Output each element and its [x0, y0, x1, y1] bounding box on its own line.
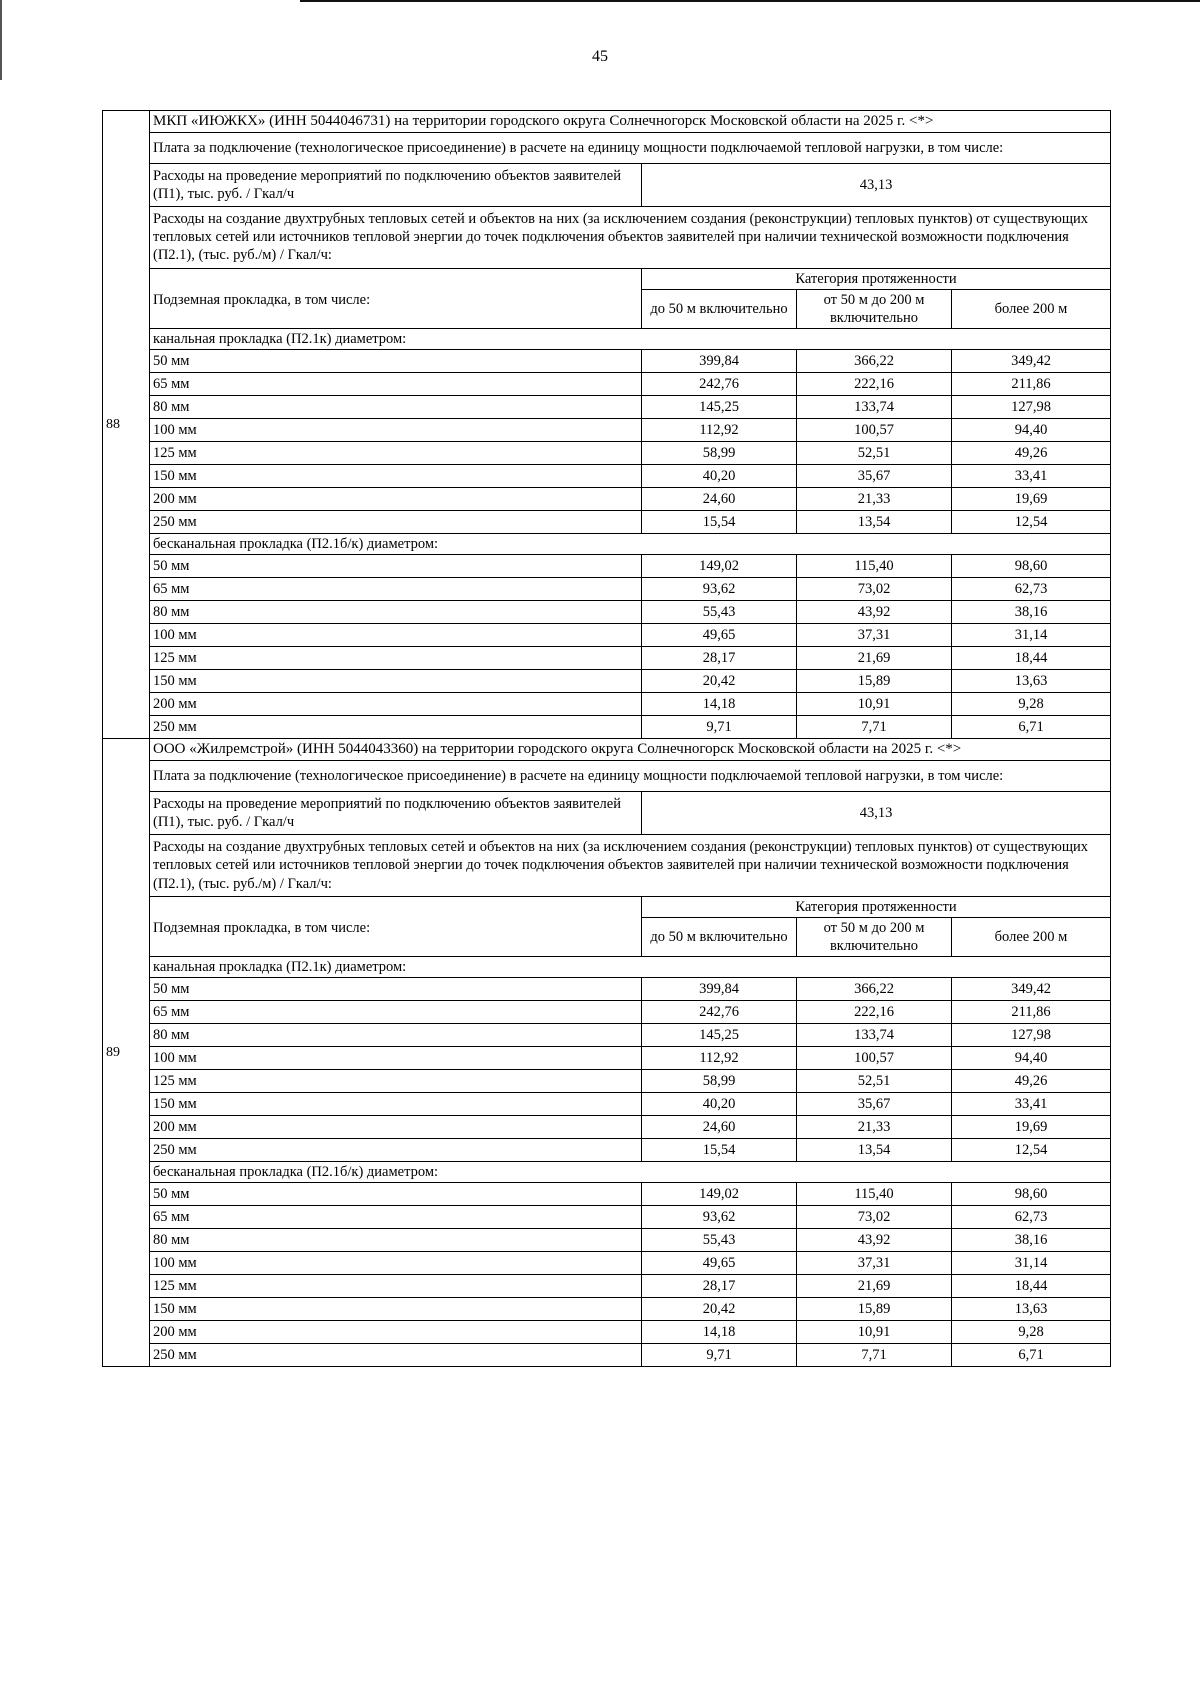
- table-row: [103, 1024, 1111, 1047]
- diameter-cell: 125 мм: [150, 442, 642, 465]
- value-cell: 35,67: [797, 1093, 952, 1116]
- table-row: [103, 1252, 1111, 1275]
- table-row: [103, 624, 1111, 647]
- value-cell: 6,71: [952, 1344, 1111, 1367]
- table-row: [103, 1001, 1111, 1024]
- value-cell: 20,42: [642, 670, 797, 693]
- diameter-cell: 100 мм: [150, 1252, 642, 1275]
- value-cell: 9,28: [952, 1321, 1111, 1344]
- p1-row: [103, 792, 1111, 835]
- value-cell: 21,33: [797, 488, 952, 511]
- section-number: 88: [103, 111, 150, 739]
- diameter-cell: 80 мм: [150, 1229, 642, 1252]
- value-cell: 242,76: [642, 1001, 797, 1024]
- value-cell: 28,17: [642, 647, 797, 670]
- value-cell: 9,71: [642, 716, 797, 739]
- diameter-cell: 100 мм: [150, 1047, 642, 1070]
- table-row: [103, 1344, 1111, 1367]
- diameter-cell: 200 мм: [150, 693, 642, 716]
- value-cell: 7,71: [797, 1344, 952, 1367]
- value-cell: 35,67: [797, 465, 952, 488]
- table-row: [103, 1047, 1111, 1070]
- table-row: [103, 511, 1111, 534]
- table-row: [103, 419, 1111, 442]
- value-cell: 37,31: [797, 1252, 952, 1275]
- table-row: [103, 578, 1111, 601]
- category-header: Категория протяженности: [642, 896, 1111, 917]
- table-row: [103, 1139, 1111, 1162]
- table-row: [103, 465, 1111, 488]
- value-cell: 24,60: [642, 1116, 797, 1139]
- diameter-cell: 200 мм: [150, 1116, 642, 1139]
- fee-text-row: [103, 132, 1111, 163]
- value-cell: 366,22: [797, 978, 952, 1001]
- value-cell: 10,91: [797, 693, 952, 716]
- diameter-cell: 80 мм: [150, 1024, 642, 1047]
- channelless-label-row: [103, 534, 1111, 555]
- diameter-cell: 80 мм: [150, 396, 642, 419]
- channel-label: канальная прокладка (П2.1к) диаметром:: [150, 957, 1111, 978]
- diameter-cell: 150 мм: [150, 465, 642, 488]
- value-cell: 55,43: [642, 1229, 797, 1252]
- diameter-cell: 150 мм: [150, 1093, 642, 1116]
- diameter-cell: 150 мм: [150, 670, 642, 693]
- value-cell: 6,71: [952, 716, 1111, 739]
- diameter-cell: 50 мм: [150, 350, 642, 373]
- fee-text: Плата за подключение (технологическое присоединение) в расчете на единицу мощности подключаемой тепловой нагрузки, в том числе:: [150, 760, 1111, 791]
- value-cell: 9,28: [952, 693, 1111, 716]
- table-row: [103, 1116, 1111, 1139]
- value-cell: 14,18: [642, 693, 797, 716]
- value-cell: 94,40: [952, 1047, 1111, 1070]
- value-cell: 15,54: [642, 511, 797, 534]
- value-cell: 242,76: [642, 373, 797, 396]
- value-cell: 149,02: [642, 555, 797, 578]
- value-cell: 399,84: [642, 350, 797, 373]
- value-cell: 31,14: [952, 624, 1111, 647]
- diameter-cell: 50 мм: [150, 978, 642, 1001]
- section-title-row: [103, 111, 1111, 133]
- p1-row: [103, 163, 1111, 206]
- table-row: [103, 1183, 1111, 1206]
- diameter-cell: 200 мм: [150, 488, 642, 511]
- value-cell: 43,92: [797, 601, 952, 624]
- value-cell: 115,40: [797, 1183, 952, 1206]
- p21-text-row: [103, 207, 1111, 268]
- value-cell: 7,71: [797, 716, 952, 739]
- value-cell: 349,42: [952, 978, 1111, 1001]
- value-cell: 222,16: [797, 373, 952, 396]
- value-cell: 145,25: [642, 396, 797, 419]
- value-cell: 49,65: [642, 1252, 797, 1275]
- tariff-table-body: [103, 111, 1111, 1367]
- diameter-cell: 50 мм: [150, 1183, 642, 1206]
- table-row: [103, 396, 1111, 419]
- table-row: [103, 670, 1111, 693]
- value-cell: 211,86: [952, 373, 1111, 396]
- value-cell: 33,41: [952, 1093, 1111, 1116]
- value-cell: 38,16: [952, 1229, 1111, 1252]
- value-cell: 40,20: [642, 465, 797, 488]
- diameter-cell: 100 мм: [150, 419, 642, 442]
- value-cell: 40,20: [642, 1093, 797, 1116]
- diameter-cell: 65 мм: [150, 1001, 642, 1024]
- value-cell: 20,42: [642, 1298, 797, 1321]
- table-row: [103, 442, 1111, 465]
- value-cell: 73,02: [797, 578, 952, 601]
- diameter-cell: 250 мм: [150, 1139, 642, 1162]
- value-cell: 94,40: [952, 419, 1111, 442]
- col-header-upto-50: до 50 м включительно: [642, 917, 797, 956]
- table-row: [103, 373, 1111, 396]
- value-cell: 127,98: [952, 1024, 1111, 1047]
- value-cell: 14,18: [642, 1321, 797, 1344]
- p1-label: Расходы на проведение мероприятий по подключению объектов заявителей (П1), тыс. руб. / Гкал/ч: [150, 792, 642, 835]
- value-cell: 149,02: [642, 1183, 797, 1206]
- table-row: [103, 1229, 1111, 1252]
- col-header-over-200: более 200 м: [952, 289, 1111, 328]
- value-cell: 100,57: [797, 419, 952, 442]
- category-header-row: [103, 896, 1111, 917]
- p1-value: 43,13: [642, 163, 1111, 206]
- value-cell: 366,22: [797, 350, 952, 373]
- diameter-cell: 80 мм: [150, 601, 642, 624]
- value-cell: 58,99: [642, 1070, 797, 1093]
- table-row: [103, 1321, 1111, 1344]
- value-cell: 98,60: [952, 1183, 1111, 1206]
- value-cell: 49,26: [952, 442, 1111, 465]
- channel-label-row: [103, 328, 1111, 349]
- table-row: [103, 1275, 1111, 1298]
- value-cell: 49,65: [642, 624, 797, 647]
- p21-text: Расходы на создание двухтрубных тепловых сетей и объектов на них (за исключением создания (реконструкции) тепловых пунктов) от существующих тепловых сетей или источников тепловой энергии до точек подключения объектов заявителей при наличии технической возможности подключения (П2.1), (тыс. руб./м) / Гкал/ч:: [150, 835, 1111, 896]
- value-cell: 37,31: [797, 624, 952, 647]
- value-cell: 52,51: [797, 442, 952, 465]
- tariff-table: [102, 110, 1111, 1367]
- value-cell: 100,57: [797, 1047, 952, 1070]
- diameter-cell: 250 мм: [150, 716, 642, 739]
- diameter-cell: 65 мм: [150, 1206, 642, 1229]
- page-number: 45: [592, 48, 608, 65]
- value-cell: 12,54: [952, 511, 1111, 534]
- value-cell: 93,62: [642, 1206, 797, 1229]
- p1-value: 43,13: [642, 792, 1111, 835]
- value-cell: 19,69: [952, 1116, 1111, 1139]
- value-cell: 98,60: [952, 555, 1111, 578]
- table-row: [103, 555, 1111, 578]
- diameter-cell: 200 мм: [150, 1321, 642, 1344]
- diameter-cell: 100 мм: [150, 624, 642, 647]
- value-cell: 9,71: [642, 1344, 797, 1367]
- table-row: [103, 1298, 1111, 1321]
- diameter-cell: 50 мм: [150, 555, 642, 578]
- diameter-cell: 125 мм: [150, 1275, 642, 1298]
- value-cell: 18,44: [952, 1275, 1111, 1298]
- diameter-cell: 65 мм: [150, 578, 642, 601]
- top-border-line: [300, 0, 1200, 2]
- value-cell: 10,91: [797, 1321, 952, 1344]
- col-header-50-200: от 50 м до 200 м включительно: [797, 289, 952, 328]
- value-cell: 38,16: [952, 601, 1111, 624]
- table-row: [103, 1070, 1111, 1093]
- diameter-cell: 250 мм: [150, 1344, 642, 1367]
- value-cell: 211,86: [952, 1001, 1111, 1024]
- p1-label: Расходы на проведение мероприятий по подключению объектов заявителей (П1), тыс. руб. / Гкал/ч: [150, 163, 642, 206]
- value-cell: 12,54: [952, 1139, 1111, 1162]
- section-title: МКП «ИЮЖКХ» (ИНН 5044046731) на территории городского округа Солнечногорск Московской области на 2025 г. <*>: [150, 111, 1111, 133]
- value-cell: 133,74: [797, 1024, 952, 1047]
- value-cell: 21,33: [797, 1116, 952, 1139]
- value-cell: 52,51: [797, 1070, 952, 1093]
- col-header-upto-50: до 50 м включительно: [642, 289, 797, 328]
- value-cell: 127,98: [952, 396, 1111, 419]
- value-cell: 115,40: [797, 555, 952, 578]
- value-cell: 93,62: [642, 578, 797, 601]
- underground-label: Подземная прокладка, в том числе:: [150, 268, 642, 328]
- underground-label: Подземная прокладка, в том числе:: [150, 896, 642, 956]
- value-cell: 13,63: [952, 1298, 1111, 1321]
- value-cell: 58,99: [642, 442, 797, 465]
- channelless-label: бесканальная прокладка (П2.1б/к) диаметром:: [150, 1162, 1111, 1183]
- value-cell: 145,25: [642, 1024, 797, 1047]
- fee-text: Плата за подключение (технологическое присоединение) в расчете на единицу мощности подключаемой тепловой нагрузки, в том числе:: [150, 132, 1111, 163]
- value-cell: 55,43: [642, 601, 797, 624]
- value-cell: 24,60: [642, 488, 797, 511]
- diameter-cell: 150 мм: [150, 1298, 642, 1321]
- value-cell: 31,14: [952, 1252, 1111, 1275]
- col-header-50-200: от 50 м до 200 м включительно: [797, 917, 952, 956]
- diameter-cell: 125 мм: [150, 647, 642, 670]
- value-cell: 15,89: [797, 1298, 952, 1321]
- value-cell: 112,92: [642, 419, 797, 442]
- category-header-row: [103, 268, 1111, 289]
- value-cell: 33,41: [952, 465, 1111, 488]
- value-cell: 222,16: [797, 1001, 952, 1024]
- diameter-cell: 250 мм: [150, 511, 642, 534]
- diameter-cell: 125 мм: [150, 1070, 642, 1093]
- fee-text-row: [103, 760, 1111, 791]
- value-cell: 43,92: [797, 1229, 952, 1252]
- value-cell: 21,69: [797, 647, 952, 670]
- channel-label: канальная прокладка (П2.1к) диаметром:: [150, 328, 1111, 349]
- value-cell: 21,69: [797, 1275, 952, 1298]
- table-row: [103, 601, 1111, 624]
- table-row: [103, 350, 1111, 373]
- value-cell: 28,17: [642, 1275, 797, 1298]
- value-cell: 133,74: [797, 396, 952, 419]
- value-cell: 73,02: [797, 1206, 952, 1229]
- value-cell: 18,44: [952, 647, 1111, 670]
- value-cell: 15,89: [797, 670, 952, 693]
- table-row: [103, 647, 1111, 670]
- channelless-label: бесканальная прокладка (П2.1б/к) диаметром:: [150, 534, 1111, 555]
- diameter-cell: 65 мм: [150, 373, 642, 396]
- table-row: [103, 1206, 1111, 1229]
- col-header-over-200: более 200 м: [952, 917, 1111, 956]
- value-cell: 13,63: [952, 670, 1111, 693]
- table-row: [103, 978, 1111, 1001]
- channelless-label-row: [103, 1162, 1111, 1183]
- value-cell: 399,84: [642, 978, 797, 1001]
- left-border-line: [0, 0, 2, 80]
- section-title: ООО «Жилремстрой» (ИНН 5044043360) на территории городского округа Солнечногорск Московской области на 2025 г. <*>: [150, 739, 1111, 761]
- channel-label-row: [103, 957, 1111, 978]
- p21-text-row: [103, 835, 1111, 896]
- p21-text: Расходы на создание двухтрубных тепловых сетей и объектов на них (за исключением создания (реконструкции) тепловых пунктов) от существующих тепловых сетей или источников тепловой энергии до точек подключения объектов заявителей при наличии технической возможности подключения (П2.1), (тыс. руб./м) / Гкал/ч:: [150, 207, 1111, 268]
- table-row: [103, 693, 1111, 716]
- value-cell: 62,73: [952, 578, 1111, 601]
- category-header: Категория протяженности: [642, 268, 1111, 289]
- section-number: 89: [103, 739, 150, 1367]
- value-cell: 49,26: [952, 1070, 1111, 1093]
- section-title-row: [103, 739, 1111, 761]
- value-cell: 62,73: [952, 1206, 1111, 1229]
- table-row: [103, 1093, 1111, 1116]
- value-cell: 19,69: [952, 488, 1111, 511]
- value-cell: 112,92: [642, 1047, 797, 1070]
- table-row: [103, 716, 1111, 739]
- value-cell: 13,54: [797, 1139, 952, 1162]
- value-cell: 349,42: [952, 350, 1111, 373]
- value-cell: 15,54: [642, 1139, 797, 1162]
- value-cell: 13,54: [797, 511, 952, 534]
- table-row: [103, 488, 1111, 511]
